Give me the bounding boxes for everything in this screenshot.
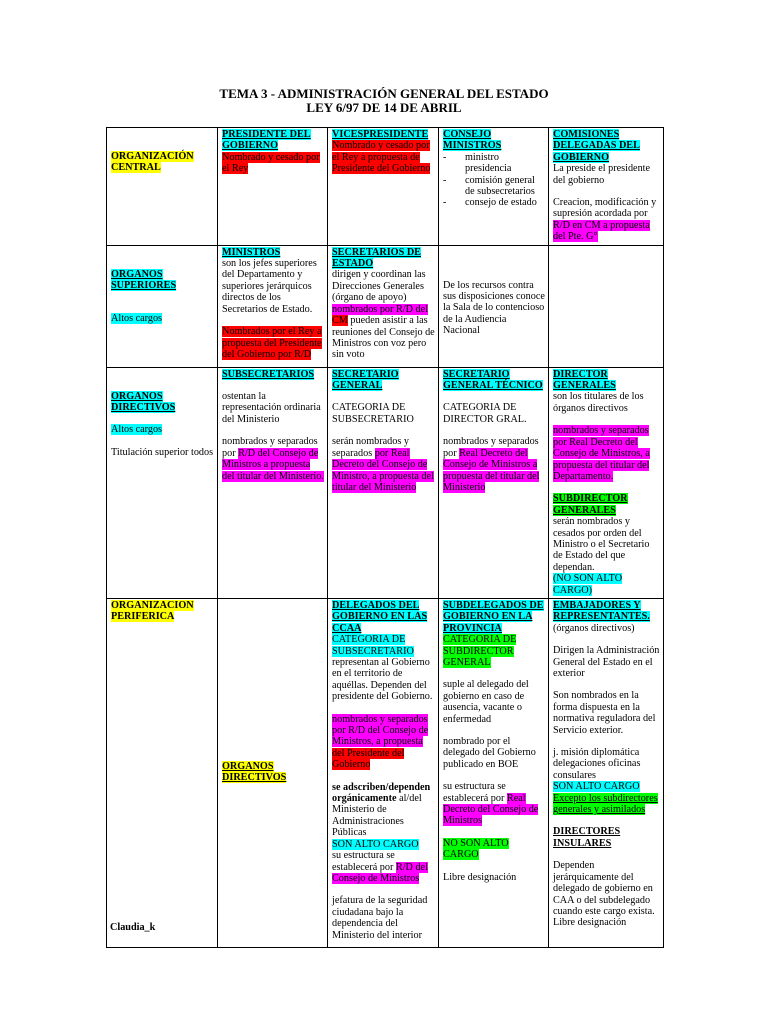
cell-ministros bbox=[218, 245, 328, 367]
document-title: TEMA 3 - ADMINISTRACIÓN GENERAL DEL ESTADO bbox=[219, 86, 549, 101]
secretarios-cm: CM bbox=[332, 315, 348, 327]
director-highlight: nombrados y separados por Real Decreto del Consejo de Ministros, a propuesta del titular del Departamento. bbox=[553, 425, 650, 482]
document-subtitle: LEY 6/97 DE 14 DE ABRIL bbox=[306, 100, 462, 115]
label-organos-superiores: ORGANOS SUPERIORES bbox=[111, 268, 177, 292]
subsecretarios-heading: SUBSECRETARIOS bbox=[222, 368, 315, 380]
directivos-altos-cargos: Altos cargos bbox=[111, 424, 163, 436]
cell-embajadores bbox=[549, 598, 664, 947]
label-organos-directivos: ORGANOS DIRECTIVOS bbox=[111, 390, 176, 414]
subsecretarios-p2: nombrados y separados por bbox=[222, 436, 318, 459]
vicepresidente-body: Nombrado y cesado por el Rey a propuesta de Presidente del Gobierno bbox=[332, 140, 431, 175]
row-organos-superiores bbox=[107, 245, 664, 367]
secgeneral-heading: SECRETARIO GENERAL bbox=[332, 368, 399, 392]
embajadores-excepto: Excepto los subdirectores generales y asimilados bbox=[553, 792, 658, 816]
comisiones-p2: Creacion, modificación y supresión acordada por bbox=[553, 197, 657, 220]
director-heading: DIRECTOR GENERALES bbox=[553, 368, 616, 392]
delegados-adscriben: se adscriben/dependen orgánicamente bbox=[332, 781, 431, 805]
periferica-organos-directivos: ORGANOS DIRECTIVOS bbox=[222, 761, 287, 784]
secgeneral-highlight: por Real Decreto del Consejo de Ministro, a propuesta del titular del Ministerio bbox=[332, 447, 434, 493]
delegados-p4: su estructura se establecerá por bbox=[332, 850, 396, 873]
titulacion-superior: Titulación superior todos bbox=[111, 446, 214, 458]
insulares-heading: DIRECTORES INSULARES bbox=[553, 826, 621, 849]
subdelegados-categoria: CATEGORIA DE SUBDIRECTOR GENERAL bbox=[443, 634, 517, 668]
row-organos-directivos bbox=[107, 367, 664, 598]
delegados-highlight: nombrados y separados por R/D del Consejo de Ministros, a propuesta bbox=[332, 713, 429, 748]
sectecnico-highlight: Real Decreto del Consejo de Ministros a propuesta del titular del Ministerio bbox=[443, 447, 540, 493]
consejo-heading: CONSEJO MINISTROS bbox=[443, 129, 502, 152]
cell-secretarios-estado bbox=[328, 245, 439, 367]
embajadores-p1: Dirigen la Administración General del Estado en el exterior bbox=[553, 645, 660, 679]
cell-delegados bbox=[328, 598, 439, 947]
cell-empty bbox=[549, 245, 664, 367]
cell-subdelegados bbox=[439, 598, 549, 947]
cell-director-generales bbox=[549, 367, 664, 598]
secgeneral-p1: CATEGORIA DE SUBSECRETARIO bbox=[332, 402, 414, 425]
cell-organos-directivos-periferica bbox=[218, 598, 328, 947]
secretarios-heading: SECRETARIOS DE ESTADO bbox=[332, 246, 421, 270]
row-organizacion-periferica bbox=[107, 598, 664, 947]
delegados-p5: jefatura de la seguridad ciudadana bajo la dependencia del Ministerio del interior bbox=[332, 895, 428, 941]
consejo-list bbox=[443, 152, 545, 209]
cell-comisiones-delegadas bbox=[549, 128, 664, 246]
subsecretarios-p1: ostentan la representación ordinaria del Ministerio bbox=[222, 391, 321, 425]
delegados-categoria: CATEGORIA DE SUBSECRETARIO bbox=[332, 634, 414, 657]
secretarios-highlight: nombrados por R/D del bbox=[332, 303, 428, 315]
ministros-highlight: Nombrados por el Rey a propuesta del Presidente del Gobierno por R/D bbox=[222, 326, 322, 360]
cell-consejo-ministros bbox=[439, 128, 549, 246]
delegados-p1: representan al Gobierno en el territorio de aquéllas. Dependen del presidente del Gobierno. bbox=[332, 657, 433, 703]
label-organizacion-central: ORGANIZACIÓN CENTRAL bbox=[111, 151, 194, 174]
subdelegados-heading: SUBDELEGADOS DE GOBIERNO EN LA PROVINCIA bbox=[443, 599, 544, 634]
superiores-altos-cargos: Altos cargos bbox=[111, 313, 163, 325]
vicepresidente-heading: VICESPRESIDENTE bbox=[332, 129, 429, 140]
ministros-body: son los jefes superiores del Departamento y superiores jerárquicos directos de los Secretarios de Estado. bbox=[222, 258, 317, 315]
embajadores-heading: EMBAJADORES Y REPRESENTANTES. bbox=[553, 599, 650, 623]
cell-directivos-label bbox=[107, 367, 218, 598]
delegados-p4-highlight: R/D del Consejo de Ministros bbox=[332, 861, 428, 884]
embajadores-p3: j. misión diplomática delegaciones oficinas consulares bbox=[553, 747, 641, 781]
cell-superiores-label bbox=[107, 245, 218, 367]
subdelegados-no-alto-cargo: NO SON ALTO CARGO bbox=[443, 837, 509, 861]
cell-central-label bbox=[107, 128, 218, 246]
consejo-item: - consejo de estado bbox=[443, 197, 545, 208]
consejo-item: - comisión general de subsecretarios bbox=[443, 175, 545, 198]
delegados-heading: DELEGADOS DEL GOBIERNO EN LAS CCAA bbox=[332, 599, 428, 634]
sectecnico-p1: CATEGORIA DE DIRECTOR GRAL. bbox=[443, 402, 527, 425]
comisiones-p1: La preside el presidente del gobierno bbox=[553, 163, 651, 186]
subsecretarios-highlight: R/D del Consejo de Ministros a propuesta del titular del Ministerio. bbox=[222, 447, 324, 482]
row-organizacion-central bbox=[107, 128, 664, 246]
cell-secretario-tecnico bbox=[439, 367, 549, 598]
embajadores-p2: Son nombrados en la forma dispuesta en la normativa reguladora del Servicio exterior. bbox=[553, 690, 656, 736]
embajadores-paren: (órganos directivos) bbox=[553, 622, 635, 634]
delegados-p3: al/del Ministerio de Administraciones Públicas bbox=[332, 793, 422, 839]
subdelegados-p3-highlight: Real Decreto del Consejo de Ministros bbox=[443, 792, 539, 827]
subdelegados-p2: nombrado por el delegado del Gobierno publicado en BOE bbox=[443, 736, 536, 770]
presidente-heading: PRESIDENTE DEL GOBIERNO bbox=[222, 129, 311, 152]
insulares-p5: Libre designación bbox=[553, 917, 627, 929]
embajadores-alto-cargo: SON ALTO CARGO bbox=[553, 781, 640, 793]
subdelegados-p1: suple al delegado del gobierno en caso de ausencia, vacante o enfermedad bbox=[443, 679, 529, 725]
cell-recursos bbox=[439, 245, 549, 367]
comisiones-p2-highlight: R/D en CM a propuesta del Pte. G° bbox=[553, 219, 650, 243]
consejo-item: - ministro presidencia bbox=[443, 152, 545, 175]
subdirector-body: serán nombrados y cesados por orden del Ministro o el Secretario de Estado del que dependan. bbox=[553, 516, 650, 573]
ministros-heading: MINISTROS bbox=[222, 246, 281, 258]
secgeneral-p2: serán nombrados y separados bbox=[332, 436, 409, 459]
cell-vicepresidente bbox=[328, 128, 439, 246]
cell-periferica-label bbox=[107, 598, 218, 947]
cell-secretario-general bbox=[328, 367, 439, 598]
insulares-p4: Dependen jerárquicamente del delegado de gobierno en CAA o del subdelegado cuando este cargo exista. bbox=[553, 860, 655, 917]
secretarios-body: dirigen y coordinan las Direcciones Generales (órgano de apoyo) bbox=[332, 269, 426, 304]
delegados-presidente: del Presidente del Gobierno bbox=[332, 747, 405, 771]
cell-subsecretarios bbox=[218, 367, 328, 598]
presidente-body: Nombrado y cesado por el Rey bbox=[222, 151, 320, 175]
director-p1: son los titulares de los órganos directivos bbox=[553, 391, 644, 414]
subdelegados-p3: su estructura se establecerá por bbox=[443, 781, 507, 804]
subdirector-heading: SUBDIRECTOR GENERALES bbox=[553, 493, 628, 516]
recursos-text: De los recursos contra sus disposiciones conoce la Sala de lo contencioso de la Audiencia Nacional bbox=[443, 279, 545, 337]
cell-presidente bbox=[218, 128, 328, 246]
comisiones-heading: COMISIONES DELEGADAS DEL GOBIERNO bbox=[553, 129, 640, 163]
subdirector-no-alto-cargo: (NO SON ALTO CARGO) bbox=[553, 573, 623, 596]
organization-table bbox=[106, 127, 664, 948]
author-footer: Claudia_k bbox=[110, 922, 156, 933]
subdelegados-p4: Libre designación bbox=[443, 871, 517, 883]
sectecnico-heading: SECRETARIO GENERAL TÉCNICO bbox=[443, 368, 543, 392]
delegados-alto-cargo: SON ALTO CARGO bbox=[332, 838, 419, 850]
sectecnico-p2: nombrados y separados por bbox=[443, 436, 539, 459]
secretarios-tail: pueden asistir a las reuniones del Consejo de Ministros con voz pero sin voto bbox=[332, 315, 435, 361]
label-organizacion-periferica: ORGANIZACION PERIFERICA bbox=[111, 599, 194, 623]
